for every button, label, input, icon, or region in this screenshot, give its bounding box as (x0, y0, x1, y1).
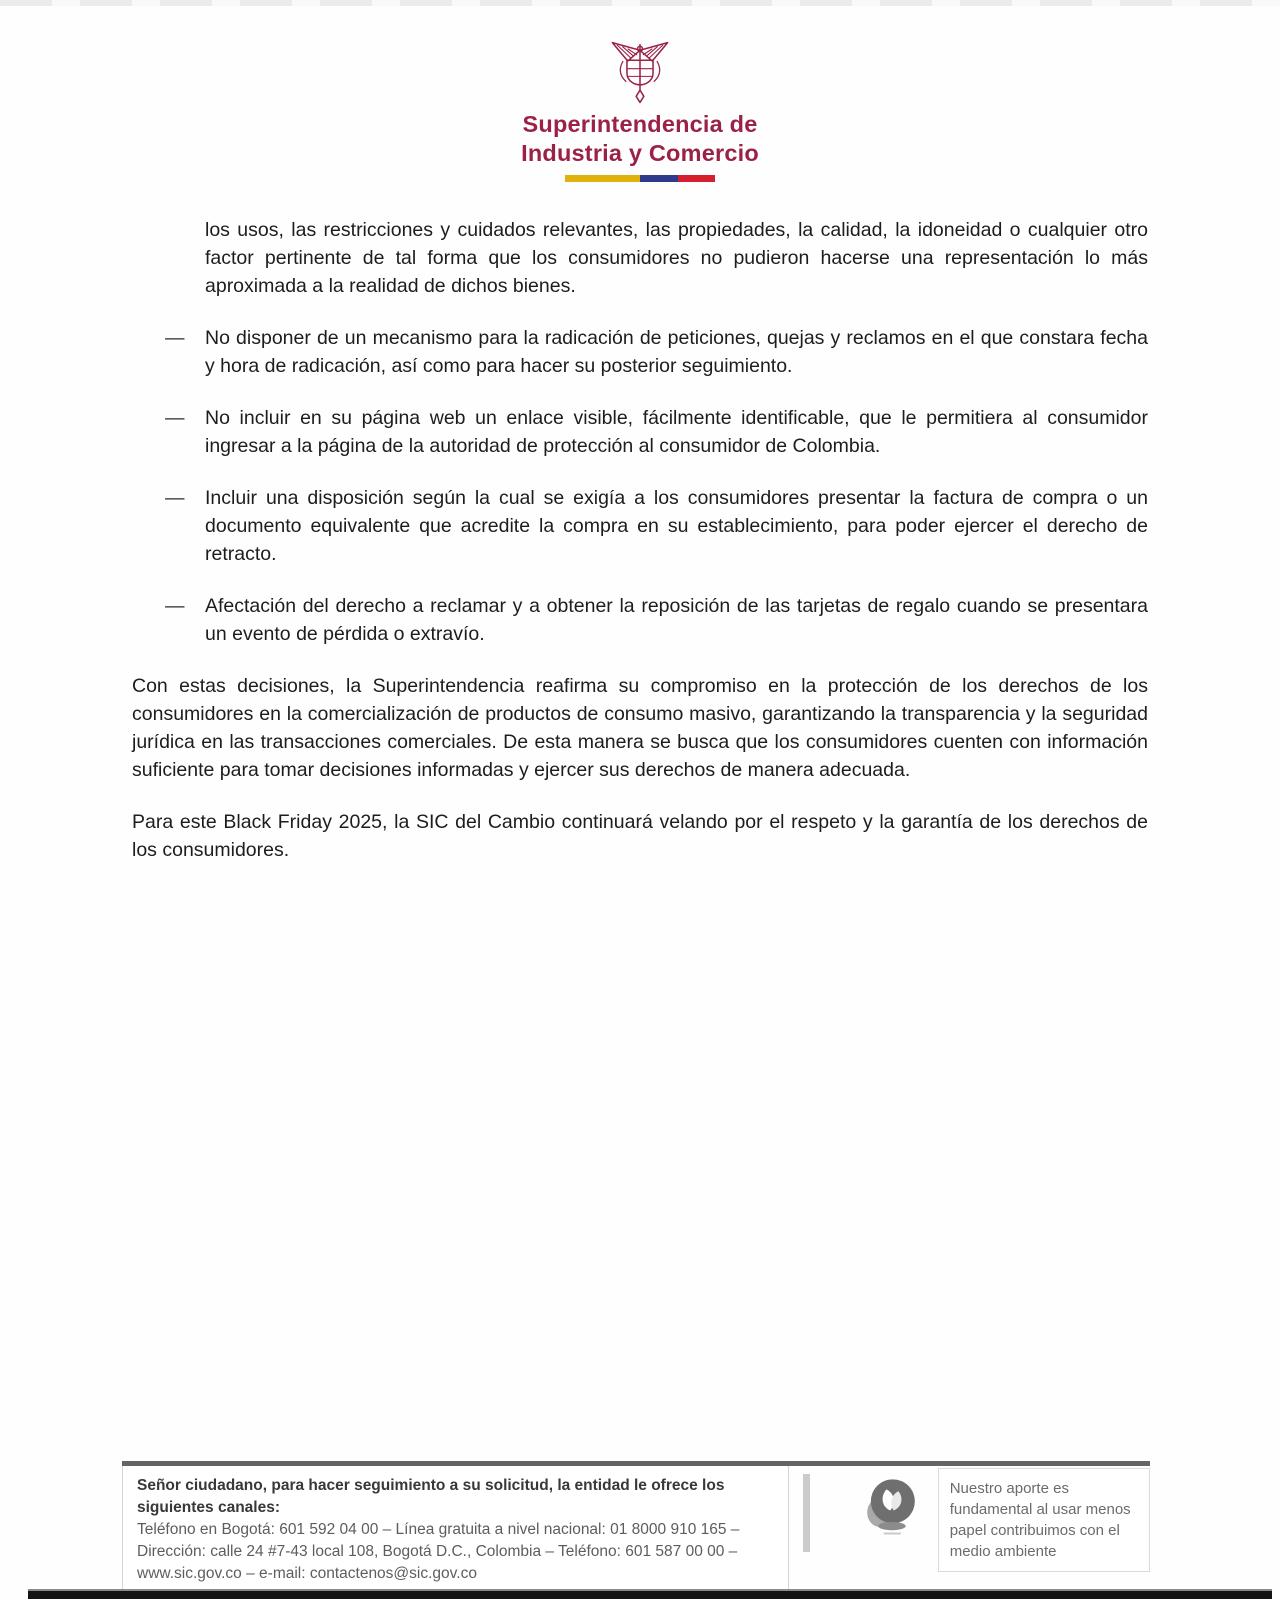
list-item (132, 324, 1148, 380)
colombia-flag-bar (565, 175, 715, 182)
intro-paragraph: los usos, las restricciones y cuidados relevantes, las propiedades, la calidad, la idoneidad o cualquier otro factor pertinente de tal forma que los consumidores no pudieron hacerse una representación lo más aproximada a la realidad de dichos bienes. (205, 219, 1148, 297)
closing-paragraph-1: Con estas decisiones, la Superintendencia reafirma su compromiso en la protección de los derechos de los consumidores en la comercialización de productos de consumo masivo, garantizando la transparencia y la seguridad jurídica en las transacciones comerciales. De esta manera se busca que los consumidores cuenten con información suficiente para tomar decisiones informadas y ejercer sus derechos de manera adecuada. (132, 675, 1148, 781)
flag-yellow-segment (565, 175, 640, 182)
footer-vertical-divider (803, 1474, 810, 1552)
bullet-dash: — (165, 327, 185, 349)
scan-top-edge-artifact (0, 0, 1280, 6)
org-name-line-2: Industria y Comercio (521, 139, 759, 166)
bullet-dash: — (165, 407, 185, 429)
bullet-dash: — (165, 487, 185, 509)
bullet-text: No disponer de un mecanismo para la radicación de peticiones, quejas y reclamos en el que constara fecha y hora de radicación, así como para hacer su posterior seguimiento. (205, 327, 1148, 377)
page-footer (122, 1461, 1150, 1598)
contact-intro: Señor ciudadano, para hacer seguimiento a su solicitud, la entidad le ofrece los siguientes canales: (137, 1477, 725, 1516)
scan-bottom-edge-artifact (28, 1589, 1272, 1599)
bullet-text: Incluir una disposición según la cual se exigía a los consumidores presentar la factura de compra o un documento equivalente que acredite la compra en su establecimiento, para poder ejercer el derecho de retracto. (205, 487, 1148, 565)
contact-line-web-email: www.sic.gov.co – e-mail: contactenos@sic.gov.co (137, 1565, 477, 1582)
org-name-line-1: Superintendencia de (522, 111, 758, 137)
contact-line-address: Dirección: calle 24 #7-43 local 108, Bogotá D.C., Colombia – Teléfono: 601 587 00 00 – (137, 1543, 738, 1560)
bullet-text: Afectación del derecho a reclamar y a obtener la reposición de las tarjetas de regalo cuando se presentara un evento de pérdida o extravío. (205, 595, 1148, 645)
flag-blue-segment (640, 175, 678, 182)
contact-line-phones: Teléfono en Bogotá: 601 592 04 00 – Línea gratuita a nivel nacional: 01 8000 910 165 – (137, 1521, 740, 1538)
flag-red-segment (678, 175, 716, 182)
bullet-text: No incluir en su página web un enlace visible, fácilmente identificable, que le permitiera al consumidor ingresar a la página de la autoridad de protección al consumidor de Colombia. (205, 407, 1148, 457)
document-body (132, 216, 1148, 888)
citizen-contact-box (122, 1466, 789, 1598)
list-item (132, 592, 1148, 648)
closing-paragraph-2: Para este Black Friday 2025, la SIC del Cambio continuará velando por el respeto y la garantía de los derechos de los consumidores. (132, 811, 1148, 861)
leaf-icon (858, 1472, 924, 1543)
coat-of-arms-icon (601, 38, 679, 109)
list-item (132, 484, 1148, 568)
letterhead (0, 38, 1280, 182)
bullet-dash: — (165, 595, 185, 617)
eco-note: Nuestro aporte es fundamental al usar menos papel contribuimos con el medio ambiente (938, 1468, 1150, 1572)
list-item (132, 404, 1148, 460)
